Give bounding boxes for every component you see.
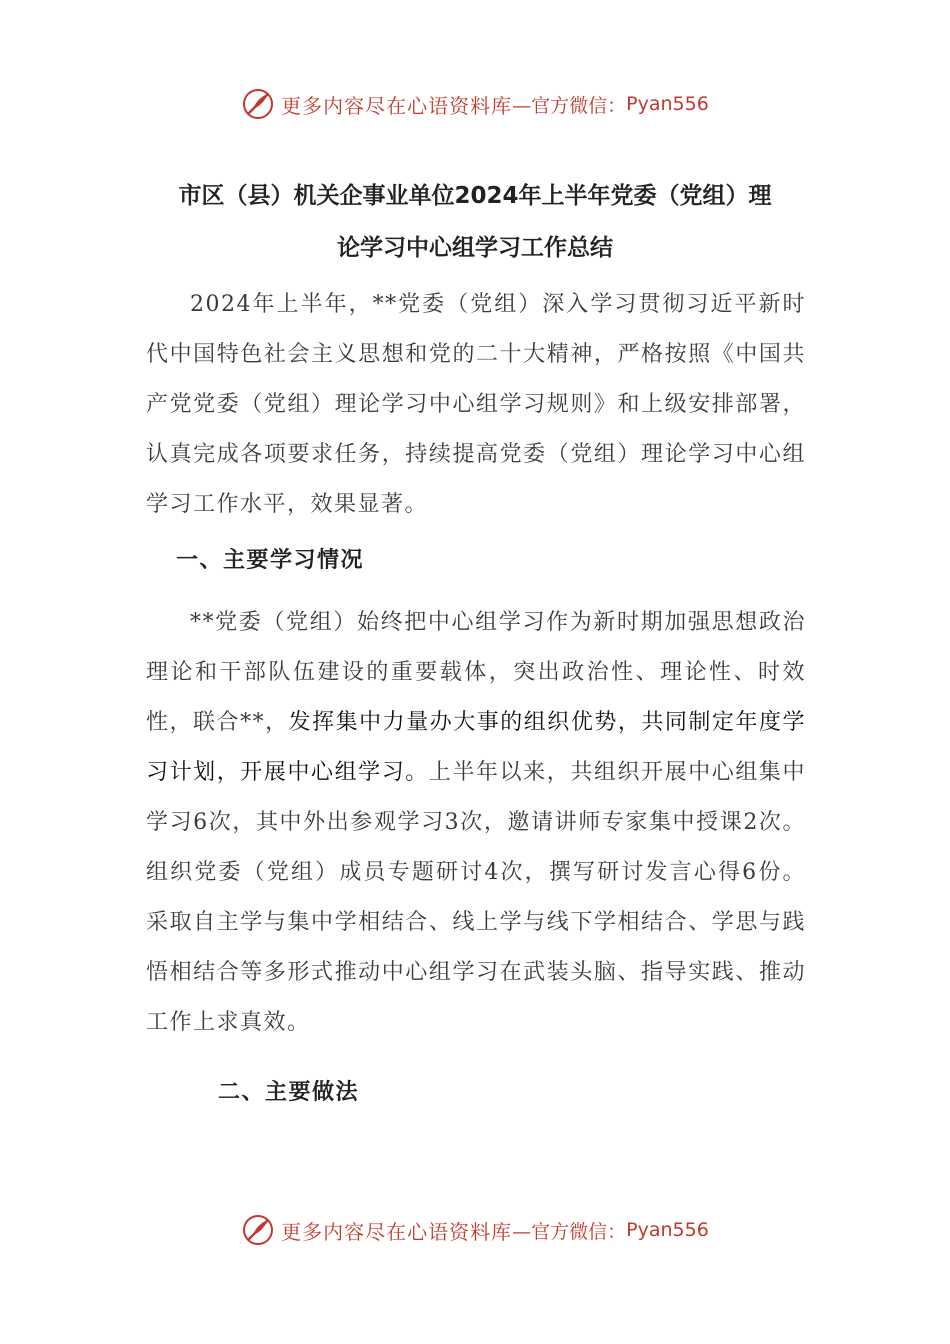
section-heading-2: 二、主要做法 <box>218 1080 360 1105</box>
title-line-2: 论学习中心组学习工作总结 <box>337 235 613 261</box>
quill-logo-icon <box>241 87 275 121</box>
watermark-wechat-id: Pyan556 <box>626 93 709 115</box>
section-heading-1: 一、主要学习情况 <box>176 548 365 573</box>
quill-logo-icon <box>241 1213 275 1247</box>
watermark-official-label: —官方微信： <box>512 94 627 117</box>
title-line-1: 市区（县）机关企事业单位2024年上半年党委（党组）理 <box>178 183 772 209</box>
watermark-banner-bottom <box>0 1210 950 1250</box>
document-title <box>130 170 820 274</box>
section1-text-b: 发挥集中力量办大事的组织优势，共同制定年度学习计划，开展中心组学习。 <box>146 710 806 785</box>
watermark-banner-top <box>0 84 950 124</box>
watermark-text: 更多内容尽在心语资料库 <box>281 1219 513 1244</box>
watermark-official-label: —官方微信： <box>512 1220 627 1243</box>
section1-text-a: **党委（党组）始终把中心组学习作为新时期加强思想政治理论和干部队伍建设的重要载体，突出政治性、理论性、时效性，联合**， <box>146 610 806 735</box>
section1-text-c: 上半年以来，共组织开展中心组集中学习6次，其中外出参观学习3次，邀请讲师专家集中授课2次。组织党委（党组）成员专题研讨4次，撰写研讨发言心得6份。采取自主学与集中学相结合、线上学与线下学相结合、学思与践悟相结合等多形式推动中心组学习在武装头脑、指导实践、推动工作上求真效。 <box>146 760 806 1035</box>
document-body <box>146 280 806 1118</box>
section1-paragraph <box>146 598 806 1048</box>
watermark-wechat-id: Pyan556 <box>626 1219 709 1241</box>
intro-paragraph: 2024年上半年，**党委（党组）深入学习贯彻习近平新时代中国特色社会主义思想和党的二十大精神，严格按照《中国共产党党委（党组）理论学习中心组学习规则》和上级安排部署，认真完成各项要求任务，持续提高党委（党组）理论学习中心组学习工作水平，效果显著。 <box>146 292 806 517</box>
watermark-text: 更多内容尽在心语资料库 <box>281 93 513 118</box>
